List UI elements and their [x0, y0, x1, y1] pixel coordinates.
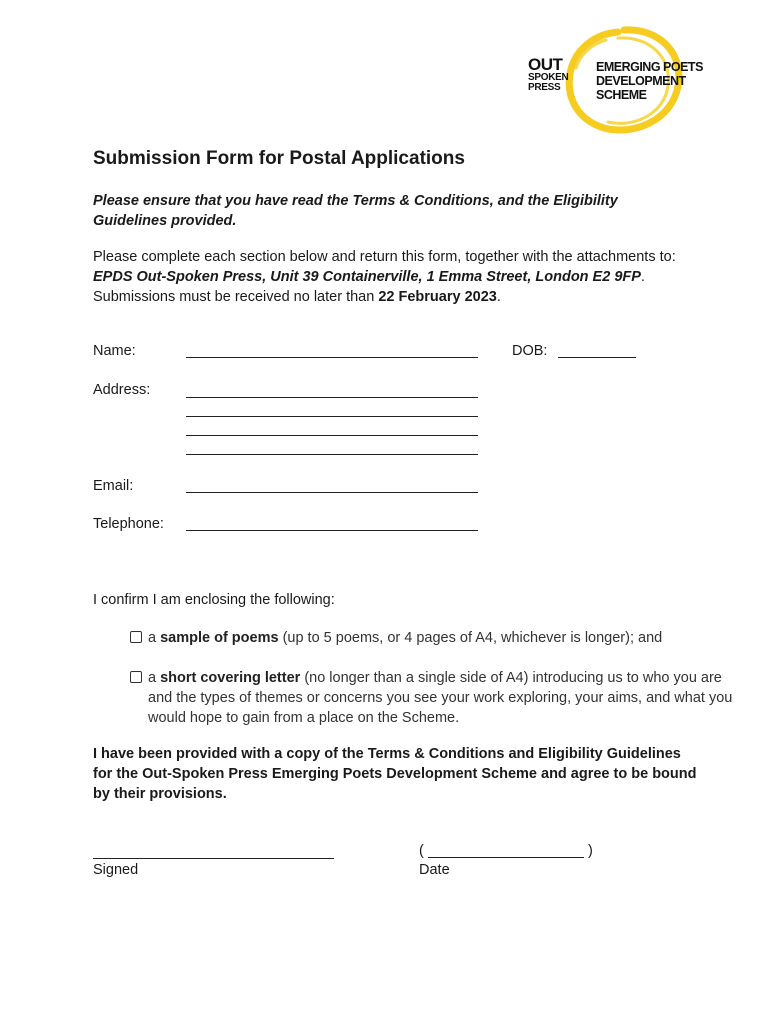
intro-notice: Please ensure that you have read the Terms & Conditions, and the Eligibility Guidelines provided. [93, 193, 618, 229]
instructions-part1: Please complete each section below and return this form, together with the attachments to: [93, 249, 676, 265]
checklist-prefix: a [148, 670, 161, 686]
checklist-bold: short covering letter [160, 670, 301, 686]
confirm-heading: I confirm I am enclosing the following: [93, 592, 335, 608]
email-field[interactable] [186, 492, 478, 493]
date-close-paren: ) [588, 843, 593, 859]
logo-spoken-text: SPOKEN [528, 72, 569, 83]
address-field-line-3[interactable] [186, 435, 478, 436]
agreement-statement: I have been provided with a copy of the Terms & Conditions and Eligibility Guidelines for the Out-Spoken Press Emerging Poets Development Scheme and agree to be bound by their provisions. [93, 746, 697, 802]
name-label: Name: [93, 343, 136, 359]
address-label: Address: [93, 382, 151, 398]
checklist-bold: sample of poems [160, 630, 279, 646]
address-field-line-2[interactable] [186, 416, 478, 417]
instructions-part3: . [496, 289, 501, 305]
telephone-field[interactable] [186, 530, 478, 531]
instructions-paragraph [93, 247, 713, 307]
name-field[interactable] [186, 357, 478, 358]
email-label: Email: [93, 478, 134, 494]
address-field-line-4[interactable] [186, 454, 478, 455]
date-open-paren: ( [419, 843, 424, 859]
eps-wordmark [596, 60, 703, 102]
logo-eps-line3: SCHEME [596, 88, 647, 102]
date-label: Date [419, 862, 450, 878]
deadline-date: 22 February 2023 [378, 289, 497, 305]
checklist-rest: (up to 5 poems, or 4 pages of A4, whichever is longer); and [278, 630, 663, 646]
address-field-line-1[interactable] [186, 397, 478, 398]
date-field[interactable] [428, 857, 584, 858]
checkbox-covering-letter[interactable] [130, 671, 142, 683]
checkbox-sample-of-poems[interactable] [130, 631, 142, 643]
checklist-prefix: a [148, 630, 161, 646]
logo-out-text: OUT [528, 55, 563, 74]
postal-address: EPDS Out-Spoken Press, Unit 39 Containerville, 1 Emma Street, London E2 9FP [93, 269, 641, 285]
checklist-item [130, 668, 738, 728]
instructions-part2: . Submissions must be received no later than [93, 269, 645, 305]
telephone-label: Telephone: [93, 516, 164, 532]
logo-eps-line1: EMERGING POETS [596, 60, 703, 74]
signed-label: Signed [93, 862, 139, 878]
page-title: Submission Form for Postal Applications [93, 148, 465, 169]
checklist-item [130, 628, 720, 648]
dob-label: DOB: [512, 343, 548, 359]
dob-field[interactable] [558, 357, 636, 358]
logo-eps-line2: DEVELOPMENT [596, 74, 686, 88]
logo-press-text: PRESS [528, 82, 561, 93]
out-spoken-press-wordmark [528, 55, 569, 93]
checklist-rest: (no longer than a single side of A4) introducing us to who you are and the types of themes or concerns you see your work exploring, your aims, and what you would hope to gain from a place on the Scheme. [148, 670, 733, 726]
signature-field[interactable] [93, 858, 334, 859]
